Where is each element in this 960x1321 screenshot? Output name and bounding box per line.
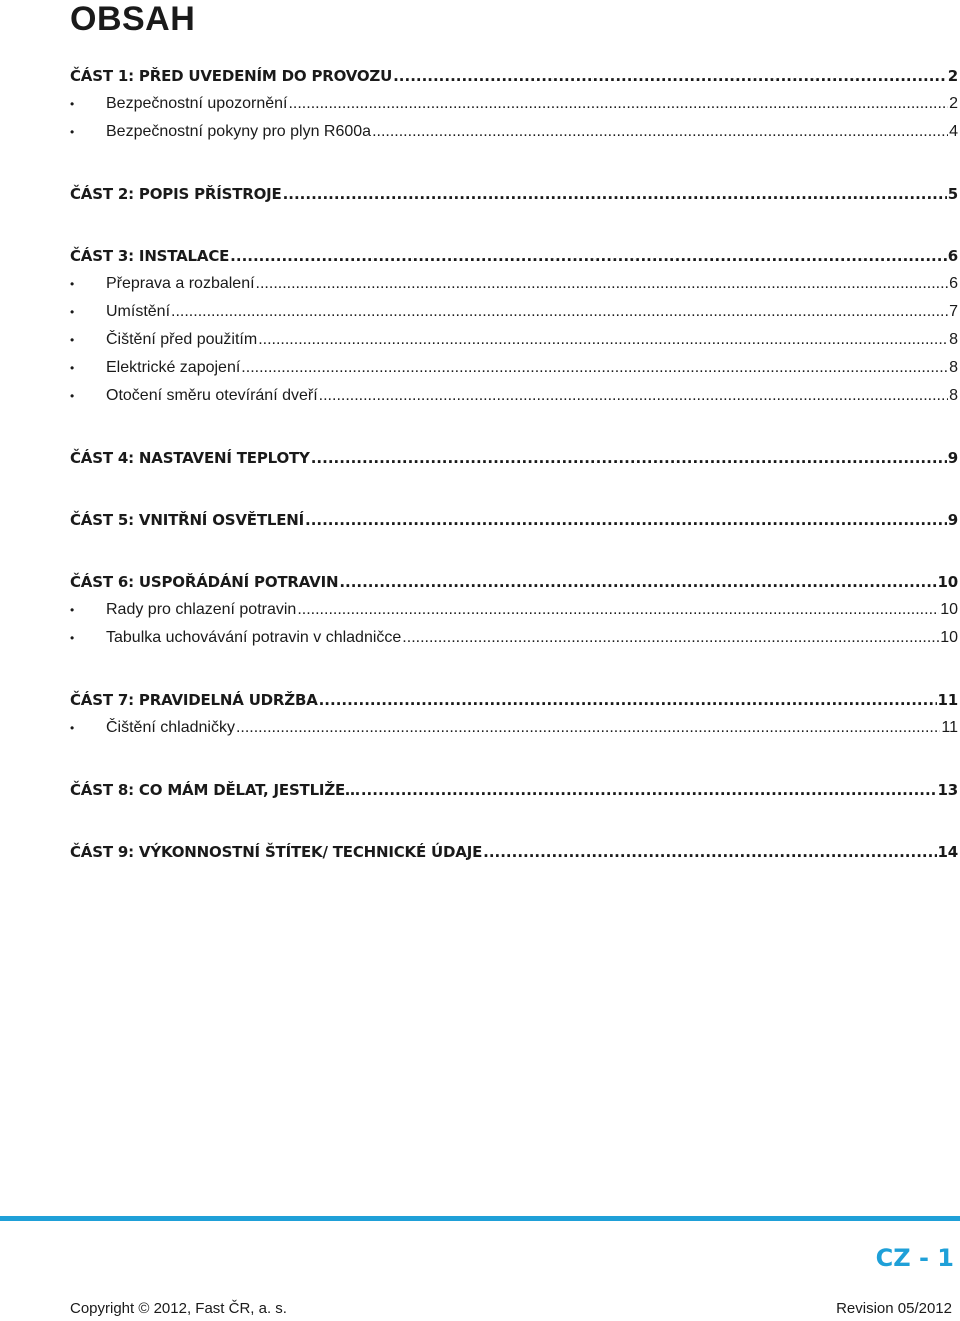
toc-subitem-entry[interactable] xyxy=(70,118,958,146)
toc-page-number: 2 xyxy=(949,95,958,112)
toc-page-number: 10 xyxy=(937,573,958,591)
toc-subitem-entry[interactable] xyxy=(70,624,958,652)
toc-spacer xyxy=(70,410,958,444)
toc-spacer xyxy=(70,208,958,242)
dot-leader xyxy=(171,298,948,326)
toc-subitem-entry[interactable] xyxy=(70,382,958,410)
dot-leader xyxy=(230,242,947,270)
toc-spacer xyxy=(70,804,958,838)
toc-page-number: 11 xyxy=(937,691,958,709)
copyright-text: Copyright © 2012, Fast ČR, a. s. xyxy=(70,1300,287,1317)
toc-page-number: 10 xyxy=(940,601,958,618)
toc-entry-label: ČÁST 3: INSTALACE xyxy=(70,247,230,265)
bullet-icon: • xyxy=(70,333,75,347)
revision-text: Revision 05/2012 xyxy=(836,1300,952,1317)
bullet-icon: • xyxy=(70,277,75,291)
toc-entry-label: Čištění před použitím xyxy=(106,331,258,348)
toc-entry-label: ČÁST 4: NASTAVENÍ TEPLOTY xyxy=(70,449,310,467)
dot-leader xyxy=(236,714,940,742)
bullet-icon: • xyxy=(70,389,75,403)
dot-leader xyxy=(361,776,937,804)
toc-page-number: 13 xyxy=(937,781,958,799)
toc-entry-label: Rady pro chlazení potravin xyxy=(106,601,297,618)
page-title: OBSAH xyxy=(70,0,196,38)
dot-leader xyxy=(319,382,948,410)
toc-subitem-entry[interactable] xyxy=(70,596,958,624)
dot-leader xyxy=(283,180,947,208)
toc-subitem-entry[interactable] xyxy=(70,270,958,298)
toc-entry-label: Čištění chladničky xyxy=(106,719,235,736)
dot-leader xyxy=(305,506,947,534)
toc-page-number: 4 xyxy=(949,123,958,140)
toc-spacer xyxy=(70,652,958,686)
dot-leader xyxy=(256,270,949,298)
toc-entry-label: Bezpečnostní upozornění xyxy=(106,95,288,112)
toc-page-number: 10 xyxy=(940,629,958,646)
footer-divider xyxy=(0,1216,960,1221)
toc-entry-label: ČÁST 1: PŘED UVEDENÍM DO PROVOZU xyxy=(70,67,393,85)
bullet-icon: • xyxy=(70,721,75,735)
toc-page-number: 7 xyxy=(949,303,958,320)
toc-spacer xyxy=(70,534,958,568)
bullet-icon: • xyxy=(70,361,75,375)
toc-page-number: 6 xyxy=(947,247,958,265)
toc-subitem-entry[interactable] xyxy=(70,714,958,742)
dot-leader xyxy=(288,90,948,118)
toc-entry-label: ČÁST 2: POPIS PŘÍSTROJE xyxy=(70,185,282,203)
toc-entry-label: ČÁST 9: VÝKONNOSTNÍ ŠTÍTEK/ TECHNICKÉ ÚDAJE xyxy=(70,843,483,861)
toc-section-entry[interactable] xyxy=(70,242,958,270)
toc-page-number: 11 xyxy=(941,719,958,736)
toc-subitem-entry[interactable] xyxy=(70,354,958,382)
toc-page-number: 9 xyxy=(947,511,958,529)
toc-section-entry[interactable] xyxy=(70,444,958,472)
toc-section-entry[interactable] xyxy=(70,506,958,534)
table-of-contents xyxy=(70,62,958,866)
toc-spacer xyxy=(70,742,958,776)
toc-page-number: 8 xyxy=(949,331,958,348)
toc-page-number: 14 xyxy=(937,843,958,861)
toc-section-entry[interactable] xyxy=(70,838,958,866)
dot-leader xyxy=(258,326,948,354)
bullet-icon: • xyxy=(70,631,75,645)
toc-entry-label: Tabulka uchovávání potravin v chladničce xyxy=(106,629,402,646)
toc-entry-label: Elektrické zapojení xyxy=(106,359,241,376)
bullet-icon: • xyxy=(70,97,75,111)
toc-page-number: 8 xyxy=(949,387,958,404)
toc-subitem-entry[interactable] xyxy=(70,90,958,118)
toc-subitem-entry[interactable] xyxy=(70,326,958,354)
toc-page-number: 8 xyxy=(949,359,958,376)
toc-page-number: 5 xyxy=(947,185,958,203)
toc-section-entry[interactable] xyxy=(70,686,958,714)
toc-entry-label: ČÁST 7: PRAVIDELNÁ UDRŽBA xyxy=(70,691,318,709)
toc-section-entry[interactable] xyxy=(70,180,958,208)
toc-section-entry[interactable] xyxy=(70,568,958,596)
page-number-code: CZ - 1 xyxy=(875,1244,954,1272)
bullet-icon: • xyxy=(70,603,75,617)
dot-leader xyxy=(319,686,937,714)
toc-entry-label: Umístění xyxy=(106,303,171,320)
toc-entry-label: ČÁST 8: CO MÁM DĚLAT, JESTLIŽE… xyxy=(70,781,360,799)
toc-entry-label: Otočení směru otevírání dveří xyxy=(106,387,318,404)
toc-section-entry[interactable] xyxy=(70,776,958,804)
dot-leader xyxy=(372,118,948,146)
dot-leader xyxy=(241,354,948,382)
toc-page-number: 9 xyxy=(947,449,958,467)
toc-spacer xyxy=(70,146,958,180)
toc-subitem-entry[interactable] xyxy=(70,298,958,326)
toc-page-number: 2 xyxy=(947,67,958,85)
toc-section-entry[interactable] xyxy=(70,62,958,90)
toc-entry-label: ČÁST 5: VNITŘNÍ OSVĚTLENÍ xyxy=(70,511,304,529)
dot-leader xyxy=(402,624,939,652)
bullet-icon: • xyxy=(70,125,75,139)
dot-leader xyxy=(483,838,936,866)
toc-spacer xyxy=(70,472,958,506)
toc-entry-label: Přeprava a rozbalení xyxy=(106,275,255,292)
toc-entry-label: ČÁST 6: USPOŘÁDÁNÍ POTRAVIN xyxy=(70,573,339,591)
dot-leader xyxy=(311,444,947,472)
bullet-icon: • xyxy=(70,305,75,319)
toc-entry-label: Bezpečnostní pokyny pro plyn R600a xyxy=(106,123,372,140)
dot-leader xyxy=(297,596,939,624)
dot-leader xyxy=(339,568,936,596)
toc-page-number: 6 xyxy=(949,275,958,292)
dot-leader xyxy=(393,62,947,90)
